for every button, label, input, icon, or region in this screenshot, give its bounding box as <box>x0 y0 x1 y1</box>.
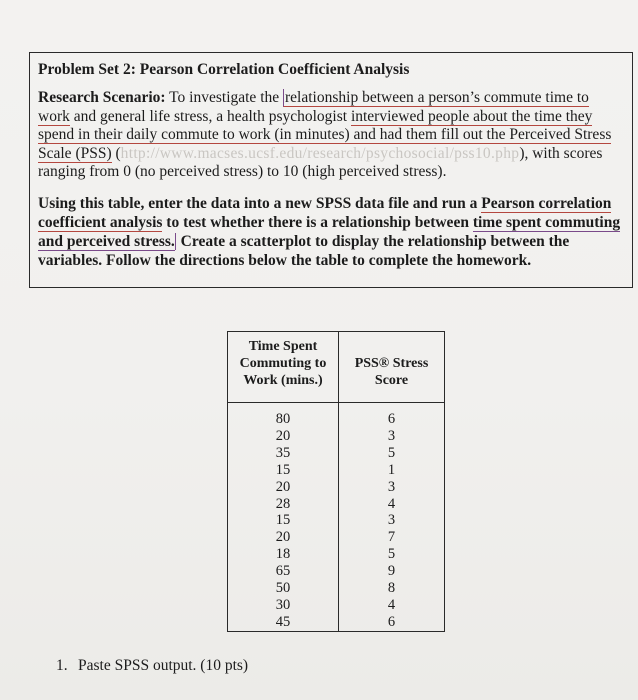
column-pss-values <box>339 411 444 631</box>
pss-cell: 5 <box>387 444 396 461</box>
directions: Using this table, enter the data into a new SPSS data file and run a Pearson correlation coefficient analysis to test whether there is a relationship between time spent commuting and perceived stress. Create a scatterplot to display the relationship between the variables. Follow the directions below the table to complete the homework. <box>38 194 621 269</box>
research-scenario: Research Scenario: To investigate the relationship between a person’s commute time to work and general life stress, a health psychologist interviewed people about the time they spend in their daily commute to work (in minutes) and had them fill out the Perceived Stress Scale (PSS) (http://www.macses.ucsf.edu/research/psychosocial/pss10.php), with scores ranging from 0 (no perceived stress) to 10 (high perceived stress). <box>38 89 612 180</box>
question-1 <box>56 657 248 675</box>
time-cell: 20 <box>275 529 291 546</box>
directions-highlight: Pearson correlation coefficient analysis <box>38 194 612 231</box>
header-time-spent: Time Spent Commuting to Work (mins.) <box>239 339 327 388</box>
time-cell: 20 <box>275 478 291 495</box>
time-cell: 15 <box>275 512 291 529</box>
time-cell: 18 <box>275 546 291 563</box>
column-time-values <box>228 411 338 631</box>
scenario-label: Research Scenario: <box>38 89 166 106</box>
problem-title: Problem Set 2: Pearson Correlation Coefficient Analysis <box>38 61 410 78</box>
pss-cell: 7 <box>387 529 396 546</box>
time-cell: 28 <box>275 495 291 512</box>
time-cell: 20 <box>275 427 291 444</box>
pss-cell: 9 <box>387 563 396 580</box>
pss-cell: 3 <box>387 512 396 529</box>
header-divider <box>228 402 444 403</box>
question-text: Paste SPSS output. (10 pts) <box>78 657 249 674</box>
pss-link[interactable]: http://www.macses.ucsf.edu/research/psychosocial/pss10.php <box>120 144 520 162</box>
time-cell: 80 <box>275 411 291 427</box>
time-cell: 50 <box>275 580 291 597</box>
header-pss-score: PSS® Stress Score <box>354 356 429 388</box>
pss-cell: 8 <box>387 580 396 597</box>
pss-cell: 5 <box>387 546 396 563</box>
pss-cell: 1 <box>387 461 396 478</box>
pss-cell: 3 <box>387 478 396 495</box>
pss-cell: 3 <box>387 427 396 444</box>
data-table <box>227 331 445 632</box>
pss-cell: 6 <box>387 411 396 427</box>
time-cell: 35 <box>275 444 291 461</box>
pss-cell: 6 <box>387 613 396 630</box>
time-cell: 30 <box>275 596 291 613</box>
directions-variables: time spent commuting and perceived stress. <box>38 213 621 250</box>
time-cell: 65 <box>275 563 291 580</box>
question-number: 1. <box>56 657 68 674</box>
time-cell: 45 <box>275 613 291 630</box>
pss-cell: 4 <box>387 596 396 613</box>
pss-cell: 4 <box>387 495 396 512</box>
problem-box <box>29 52 633 288</box>
scenario-highlight: relationship between a person’s commute time <box>285 89 573 106</box>
time-cell: 15 <box>275 461 291 478</box>
